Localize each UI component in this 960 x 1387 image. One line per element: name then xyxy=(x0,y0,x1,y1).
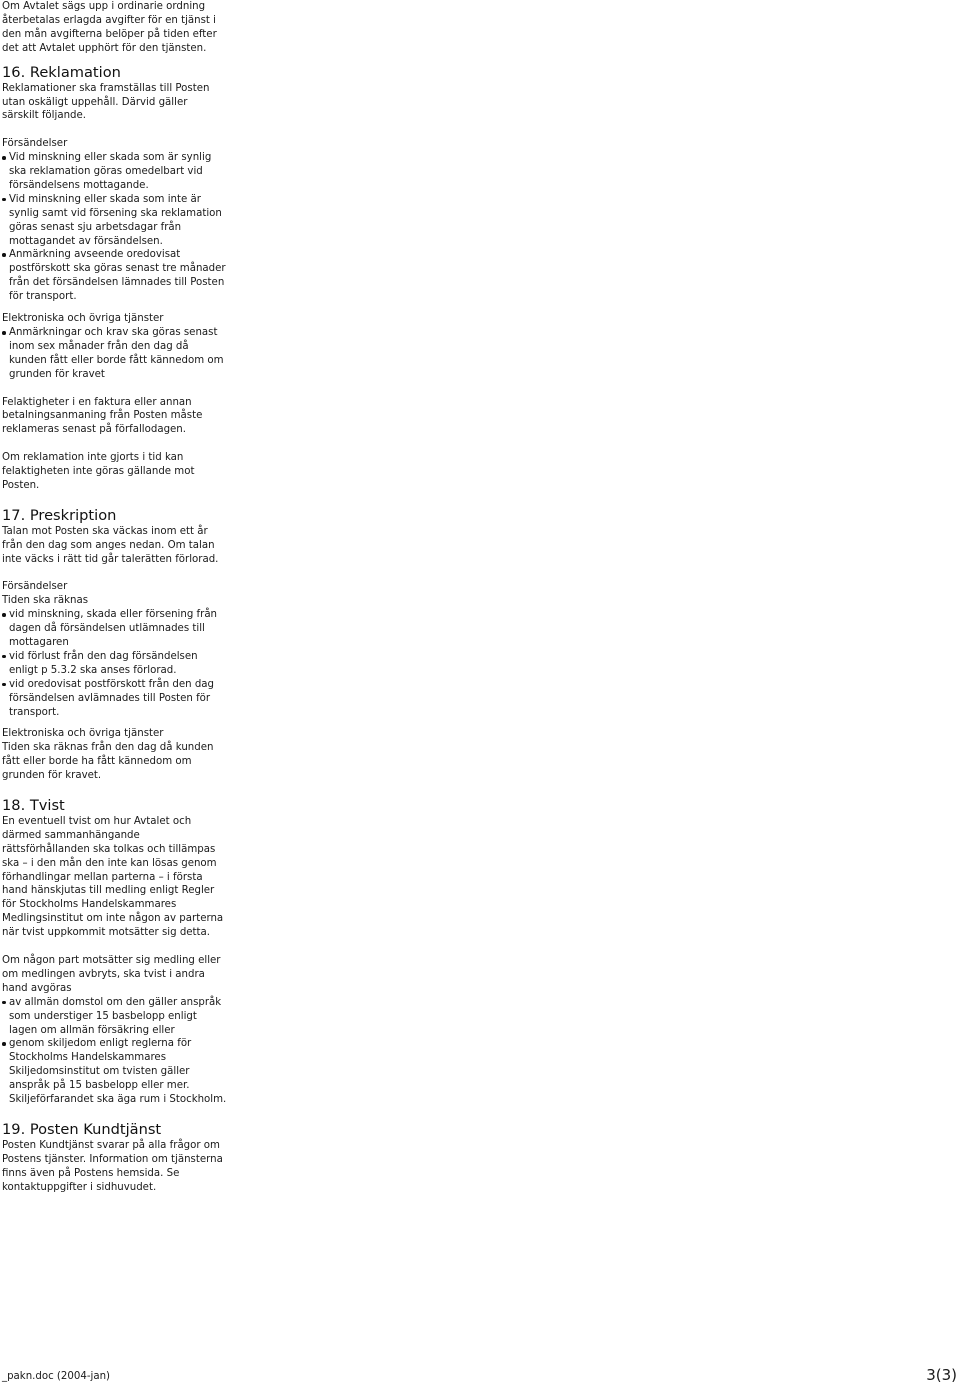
section-17-heading: 17. Preskription xyxy=(2,506,117,524)
bullet-dot-icon xyxy=(2,331,6,335)
bullet-text: vid minskning, skada eller försening från dagen då försändelsen utlämnades till mottagaren xyxy=(9,609,218,648)
document-column xyxy=(2,0,227,1194)
section-16-paragraph-3: Om reklamation inte gjorts i tid kan felaktigheten inte göras gällande mot Posten. xyxy=(2,452,195,491)
section-16-bullet-4 xyxy=(2,326,227,382)
bullet-text: Anmärkning avseende oredovisat postförskott ska göras senast tre månader från det försändelsen lämnades till Posten för transport. xyxy=(9,249,226,303)
section-17-subheading-time: Tiden ska räknas xyxy=(2,595,89,607)
section-16-subheading-shipments: Försändelser xyxy=(2,138,68,150)
bullet-text: vid förlust från den dag försändelsen enligt p 5.3.2 ska anses förlorad. xyxy=(9,650,198,676)
bullet-text: Vid minskning eller skada som inte är synlig samt vid försening ska reklamation göras senast sju arbetsdagar från mottagandet av försändelsen. xyxy=(9,193,222,247)
section-16-heading: 16. Reklamation xyxy=(2,63,121,81)
section-18-paragraph-2: Om någon part motsätter sig medling eller om medlingen avbryts, ska tvist i andra hand avgöras xyxy=(2,954,221,994)
bullet-dot-icon xyxy=(2,655,6,659)
section-17-subheading-shipments: Försändelser xyxy=(2,581,68,593)
section-16-bullet-1 xyxy=(2,151,227,193)
bullet-text: vid oredovisat postförskott från den dag försändelsen avlämnades till Posten för transport. xyxy=(9,678,215,718)
section-19-heading: 19. Posten Kundtjänst xyxy=(2,1120,162,1138)
section-16-paragraph-2: Felaktigheter i en faktura eller annan betalningsanmaning från Posten måste reklameras senast på förfallodagen. xyxy=(2,396,203,436)
section-16-paragraph-1: Reklamationer ska framställas till Posten utan oskäligt uppehåll. Därvid gäller särskilt följande. xyxy=(2,82,210,122)
section-18-heading: 18. Tvist xyxy=(2,796,65,814)
footer-page-number: 3(3) xyxy=(926,1366,957,1384)
section-17-bullet-1 xyxy=(2,608,227,650)
section-18-bullet-2 xyxy=(2,1037,227,1107)
bullet-dot-icon xyxy=(2,1001,6,1005)
section-19-paragraph-1: Posten Kundtjänst svarar på alla frågor om Postens tjänster. Information om tjänsterna finns även på Postens hemsida. Se kontaktuppgifter i sidhuvudet. xyxy=(2,1139,223,1193)
bullet-text: genom skiljedom enligt reglerna för Stockholms Handelskammares Skiljedomsinstitut om tvisten gäller anspråk på 15 basbelopp eller mer. Skiljeförfarandet ska äga rum i Stockholm. xyxy=(9,1038,227,1106)
bullet-text: Anmärkningar och krav ska göras senast inom sex månader från den dag då kunden fått eller borde fått kännedom om grunden för kravet xyxy=(9,327,224,380)
section-16-bullet-3 xyxy=(2,248,227,304)
section-17-bullet-3 xyxy=(2,678,227,720)
bullet-dot-icon xyxy=(2,253,6,257)
bullet-text: av allmän domstol om den gäller anspråk som understiger 15 basbelopp enligt lagen om allmän försäkring eller xyxy=(9,996,222,1036)
footer-filename: _pakn.doc (2004-jan) xyxy=(2,1371,111,1382)
bullet-dot-icon xyxy=(2,1042,6,1046)
bullet-dot-icon xyxy=(2,613,6,617)
section-17-paragraph-1: Talan mot Posten ska väckas inom ett år från den dag som anges nedan. Om talan inte väcks i rätt tid går talerätten förlorad. xyxy=(2,525,219,565)
section-16-subheading-electronic: Elektroniska och övriga tjänster xyxy=(2,313,164,325)
section-17-subheading-electronic: Elektroniska och övriga tjänster xyxy=(2,728,164,740)
section-17-bullet-2 xyxy=(2,650,227,678)
section-18-paragraph-1: En eventuell tvist om hur Avtalet och därmed sammanhängande rättsförhållanden ska tolkas och tillämpas ska – i den mån den inte kan lösas genom förhandlingar mellan parterna – i första hand hänskjutas till medling enligt Regler för Stockholms Handelskammares Medlingsinstitut om inte någon av parterna när tvist uppkommit motsätter sig detta. xyxy=(2,815,224,939)
section-17-paragraph-2: Tiden ska räknas från den dag då kunden fått eller borde ha fått kännedom om grunden för kravet. xyxy=(2,742,214,782)
section-16-bullet-2 xyxy=(2,193,227,249)
bullet-dot-icon xyxy=(2,683,6,687)
bullet-dot-icon xyxy=(2,156,6,160)
bullet-text: Vid minskning eller skada som är synlig ska reklamation göras omedelbart vid försändelsens mottagande. xyxy=(9,152,212,191)
intro-paragraph: Om Avtalet sägs upp i ordinarie ordning återbetalas erlagda avgifter för en tjänst i den mån avgifterna belöper på tiden efter det att Avtalet upphört för den tjänsten. xyxy=(2,1,217,54)
section-18-bullet-1 xyxy=(2,996,227,1038)
bullet-dot-icon xyxy=(2,198,6,202)
